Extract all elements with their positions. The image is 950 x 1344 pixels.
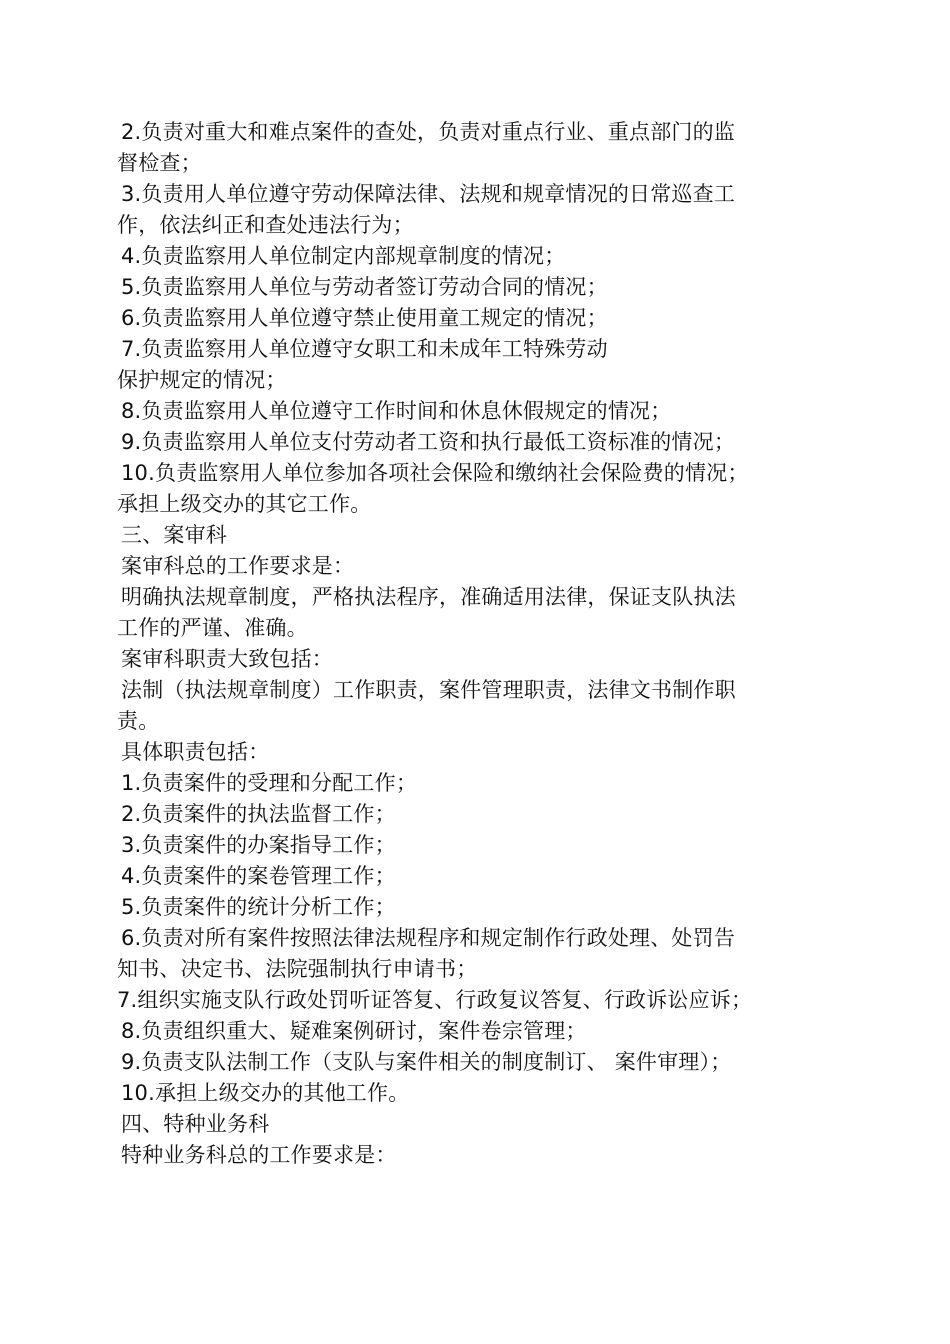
text-line: 3.负责案件的办案指导工作； — [121, 833, 396, 857]
text-line: 责。 — [117, 709, 160, 733]
text-line: 3.负责用人单位遵守劳动保障法律、法规和规章情况的日常巡查工 — [121, 182, 736, 206]
text-line: 明确执法规章制度，严格执法程序，准确适用法律，保证支队执法 — [121, 585, 736, 609]
document-body — [117, 117, 827, 1171]
text-line: 8.负责监察用人单位遵守工作时间和休息休假规定的情况； — [121, 399, 672, 423]
text-line: 保护规定的情况； — [117, 368, 287, 392]
text-line: 知书、决定书、法院强制执行申请书； — [117, 957, 478, 981]
text-line: 督检查； — [117, 151, 202, 175]
text-line: 6.负责监察用人单位遵守禁止使用童工规定的情况； — [121, 306, 608, 330]
text-line: 1.负责案件的受理和分配工作； — [121, 771, 418, 795]
text-line: 承担上级交办的其它工作。 — [117, 492, 372, 516]
text-line: 案审科职责大致包括： — [121, 647, 333, 671]
text-line: 9.负责监察用人单位支付劳动者工资和执行最低工资标准的情况； — [121, 430, 736, 454]
text-line: 特种业务科总的工作要求是： — [121, 1143, 397, 1167]
text-line: 8.负责组织重大、疑难案例研讨，案件卷宗管理； — [121, 1019, 587, 1043]
text-line: 2.负责案件的执法监督工作； — [121, 802, 396, 826]
text-line: 2.负责对重大和难点案件的查处，负责对重点行业、重点部门的监 — [121, 120, 736, 144]
text-line: 6.负责对所有案件按照法律法规程序和规定制作行政处理、处罚告 — [121, 926, 736, 950]
section-heading: 四、特种业务科 — [121, 1112, 270, 1136]
text-line: 法制（执法规章制度）工作职责，案件管理职责，法律文书制作职 — [121, 678, 736, 702]
text-line: 4.负责案件的案卷管理工作； — [121, 864, 396, 888]
section-heading: 三、案审科 — [121, 523, 227, 547]
text-line: 作，依法纠正和查处违法行为； — [117, 213, 414, 237]
text-line: 5.负责监察用人单位与劳动者签订劳动合同的情况； — [121, 275, 608, 299]
text-line: 10.承担上级交办的其他工作。 — [121, 1081, 410, 1105]
text-line: 具体职责包括： — [121, 740, 270, 764]
text-line: 案审科总的工作要求是： — [121, 554, 355, 578]
text-line: 5.负责案件的统计分析工作； — [121, 895, 396, 919]
text-line: 7.组织实施支队行政处罚听证答复、行政复议答复、行政诉讼应诉； — [117, 988, 753, 1012]
text-line: 工作的严谨、准确。 — [117, 616, 308, 640]
text-line: 10.负责监察用人单位参加各项社会保险和缴纳社会保险费的情况； — [121, 461, 749, 485]
text-line: 7.负责监察用人单位遵守女职工和未成年工特殊劳动 — [121, 337, 608, 361]
text-line: 9.负责支队法制工作（支队与案件相关的制度制订、 案件审理）； — [121, 1050, 732, 1074]
text-line: 4.负责监察用人单位制定内部规章制度的情况； — [121, 244, 566, 268]
